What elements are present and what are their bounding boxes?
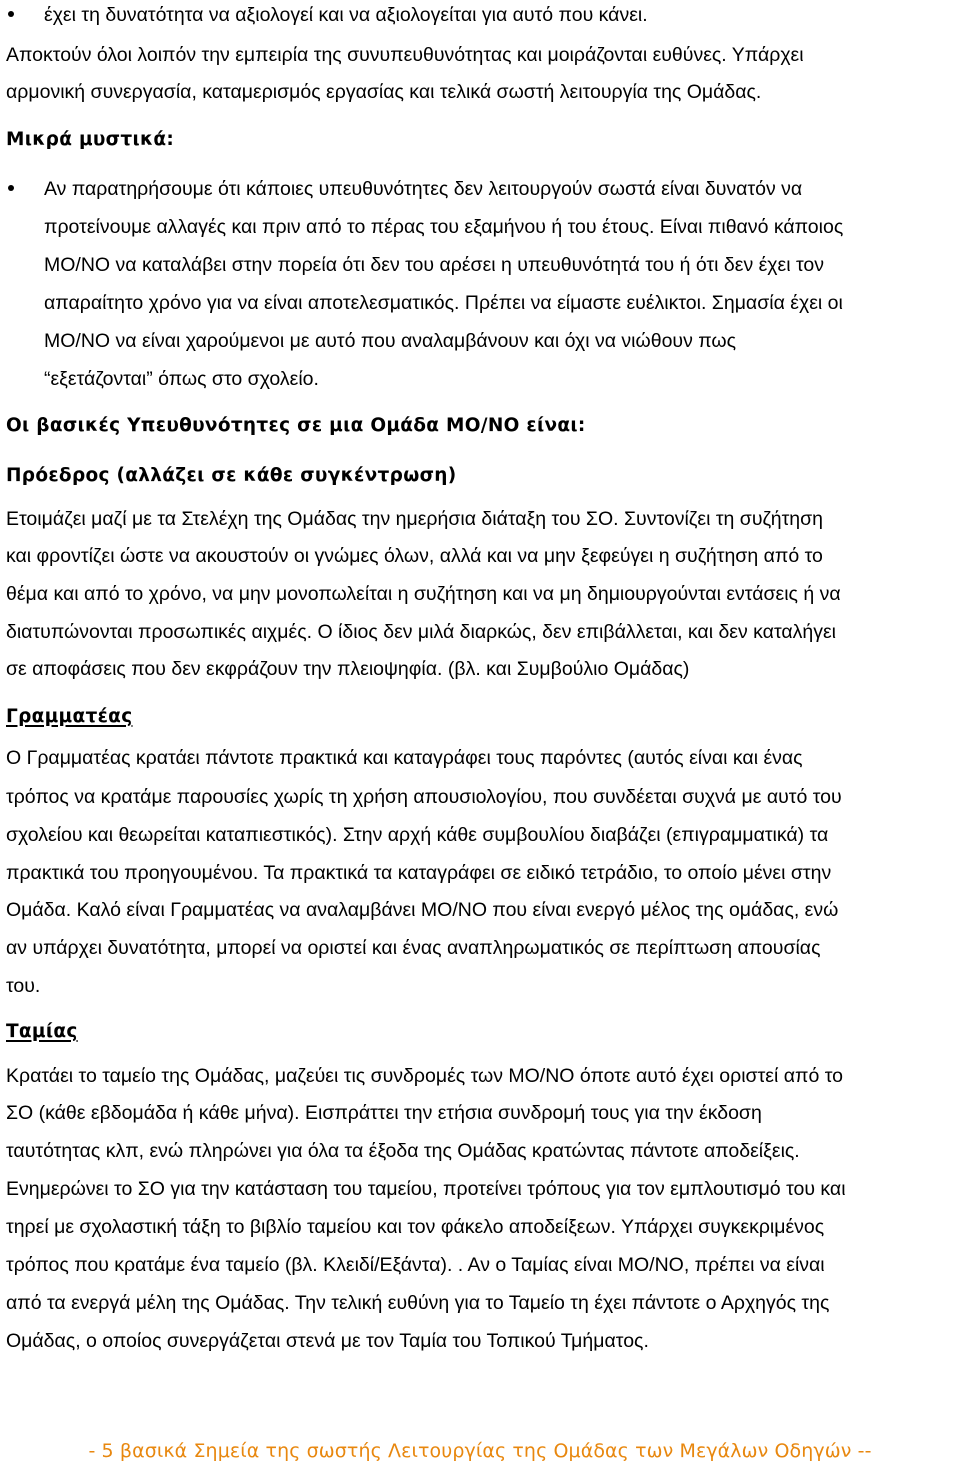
text-line: ΜΟ/ΝΟ να καταλάβει στην πορεία ότι δεν του αρέσει η υπευθυνότητά του ή ότι δεν έχει τον xyxy=(44,254,824,276)
text-line: Ομάδα. Καλό είναι Γραμματέας να αναλαμβάνει ΜΟ/ΝΟ που είναι ενεργό μέλος της ομάδας, ενώ xyxy=(6,899,839,921)
text-line: Ομάδας, ο οποίος συνεργάζεται στενά με τον Ταμία του Τοπικού Τμήματος. xyxy=(6,1330,649,1352)
text-line: αν υπάρχει δυνατότητα, μπορεί να οριστεί και ένας αναπληρωματικός σε περίπτωση απουσίας xyxy=(6,937,821,959)
text-line: σχολείου και θεωρείται καταπιεστικός). Στην αρχή κάθε συμβουλίου διαβάζει (επιγραμματικά) τα xyxy=(6,824,829,846)
text-line: διατυπώνονται προσωπικές αιχμές. Ο ίδιος δεν μιλά διαρκώς, δεν επιβάλλεται, και δεν καταλήγει xyxy=(6,621,837,643)
text-line: τρόπος να κρατάμε παρουσίες χωρίς τη χρήση απουσιολογίου, που συνδέεται συχνά με αυτό του xyxy=(6,786,842,808)
text-line: Αν παρατηρήσουμε ότι κάποιες υπευθυνότητες δεν λειτουργούν σωστά είναι δυνατόν να xyxy=(44,178,803,200)
text-line: ΣΟ (κάθε εβδομάδα ή κάθε μήνα). Εισπράττει την ετήσια συνδρομή τους για την έκδοση xyxy=(6,1102,762,1124)
text-line: “εξετάζονται” όπως στο σχολείο. xyxy=(44,368,319,390)
text-line: Κρατάει το ταμείο της Ομάδας, μαζεύει τις συνδρομές των ΜΟ/ΝΟ όποτε αυτό έχει οριστεί από το xyxy=(6,1065,844,1087)
text-line: πρακτικά του προηγουμένου. Τα πρακτικά τα καταγράφει σε ειδικό τετράδιο, το οποίο μένει στην xyxy=(6,862,832,884)
bullet-icon xyxy=(8,185,14,191)
text-line: αρμονική συνεργασία, καταμερισμός εργασίας και τελικά σωστή λειτουργία της Ομάδας. xyxy=(6,81,762,103)
text-line: τηρεί με σχολαστική τάξη το βιβλίο ταμείου και τον φάκελο αποδείξεων. Υπάρχει συγκεκριμένος xyxy=(6,1216,825,1238)
heading-secretary: Γραμματέας xyxy=(6,706,133,727)
subheading-small-secrets: Μικρά μυστικά: xyxy=(6,129,175,150)
text-line: Ο Γραμματέας κρατάει πάντοτε πρακτικά και καταγράφει τους παρόντες (αυτός είναι και ένας xyxy=(6,747,803,769)
page-footer: - 5 βασικά Σημεία της σωστής Λειτουργίας της Ομάδας των Μεγάλων Οδηγών -- xyxy=(88,1440,872,1462)
text-line: ΜΟ/ΝΟ να είναι χαρούμενοι με αυτό που αναλαμβάνουν και όχι να νιώθουν πως xyxy=(44,330,737,352)
text-line: ταυτότητας κλπ, ενώ πληρώνει για όλα τα έξοδα της Ομάδας κρατώντας πάντοτε αποδείξεις. xyxy=(6,1140,800,1162)
text-line: του. xyxy=(6,975,41,997)
text-line: απαραίτητο χρόνο για να είναι αποτελεσματικός. Πρέπει να είμαστε ευέλικτοι. Σημασία έχει οι xyxy=(44,292,843,314)
heading-president: Πρόεδρος (αλλάζει σε κάθε συγκέντρωση) xyxy=(6,465,457,486)
text-line: τρόπος που κρατάμε ένα ταμείο (βλ. Κλειδί/Εξάντα). . Αν ο Ταμίας είναι ΜΟ/ΝΟ, πρέπει να είναι xyxy=(6,1254,825,1276)
heading-treasurer: Ταμίας xyxy=(6,1021,78,1042)
text-line: Ετοιμάζει μαζί με τα Στελέχη της Ομάδας την ημερήσια διάταξη του ΣΟ. Συντονίζει τη συζήτηση xyxy=(6,508,824,530)
bullet-icon xyxy=(8,11,14,17)
text-line: έχει τη δυνατότητα να αξιολογεί και να αξιολογείται για αυτό που κάνει. xyxy=(44,4,648,26)
text-line: θέμα και από το χρόνο, να μην μονοπωλείται η συζήτηση και να μη δημιουργούνται εντάσεις ή να xyxy=(6,583,841,605)
heading-basic-responsibilities: Οι βασικές Υπευθυνότητες σε μια Ομάδα ΜΟ/ΝΟ είναι: xyxy=(6,415,586,436)
text-line: από τα ενεργά μέλη της Ομάδας. Την τελική ευθύνη για το Ταμείο τη έχει πάντοτε ο Αρχηγός της xyxy=(6,1292,830,1314)
text-line: προτείνουμε αλλαγές και πριν από το πέρας του εξαμήνου ή του έτους. Είναι πιθανό κάποιος xyxy=(44,216,844,238)
text-line: Αποκτούν όλοι λοιπόν την εμπειρία της συνυπευθυνότητας και μοιράζονται ευθύνες. Υπάρχει xyxy=(6,44,804,66)
text-line: σε αποφάσεις που δεν εκφράζουν την πλειοψηφία. (βλ. και Συμβούλιο Ομάδας) xyxy=(6,658,690,680)
text-line: και φροντίζει ώστε να ακουστούν οι γνώμες όλων, αλλά και να μην ξεφεύγει η συζήτηση από το xyxy=(6,545,823,567)
text-line: Ενημερώνει το ΣΟ για την κατάσταση του ταμείου, προτείνει τρόπους για τον εμπλουτισμό του και xyxy=(6,1178,846,1200)
